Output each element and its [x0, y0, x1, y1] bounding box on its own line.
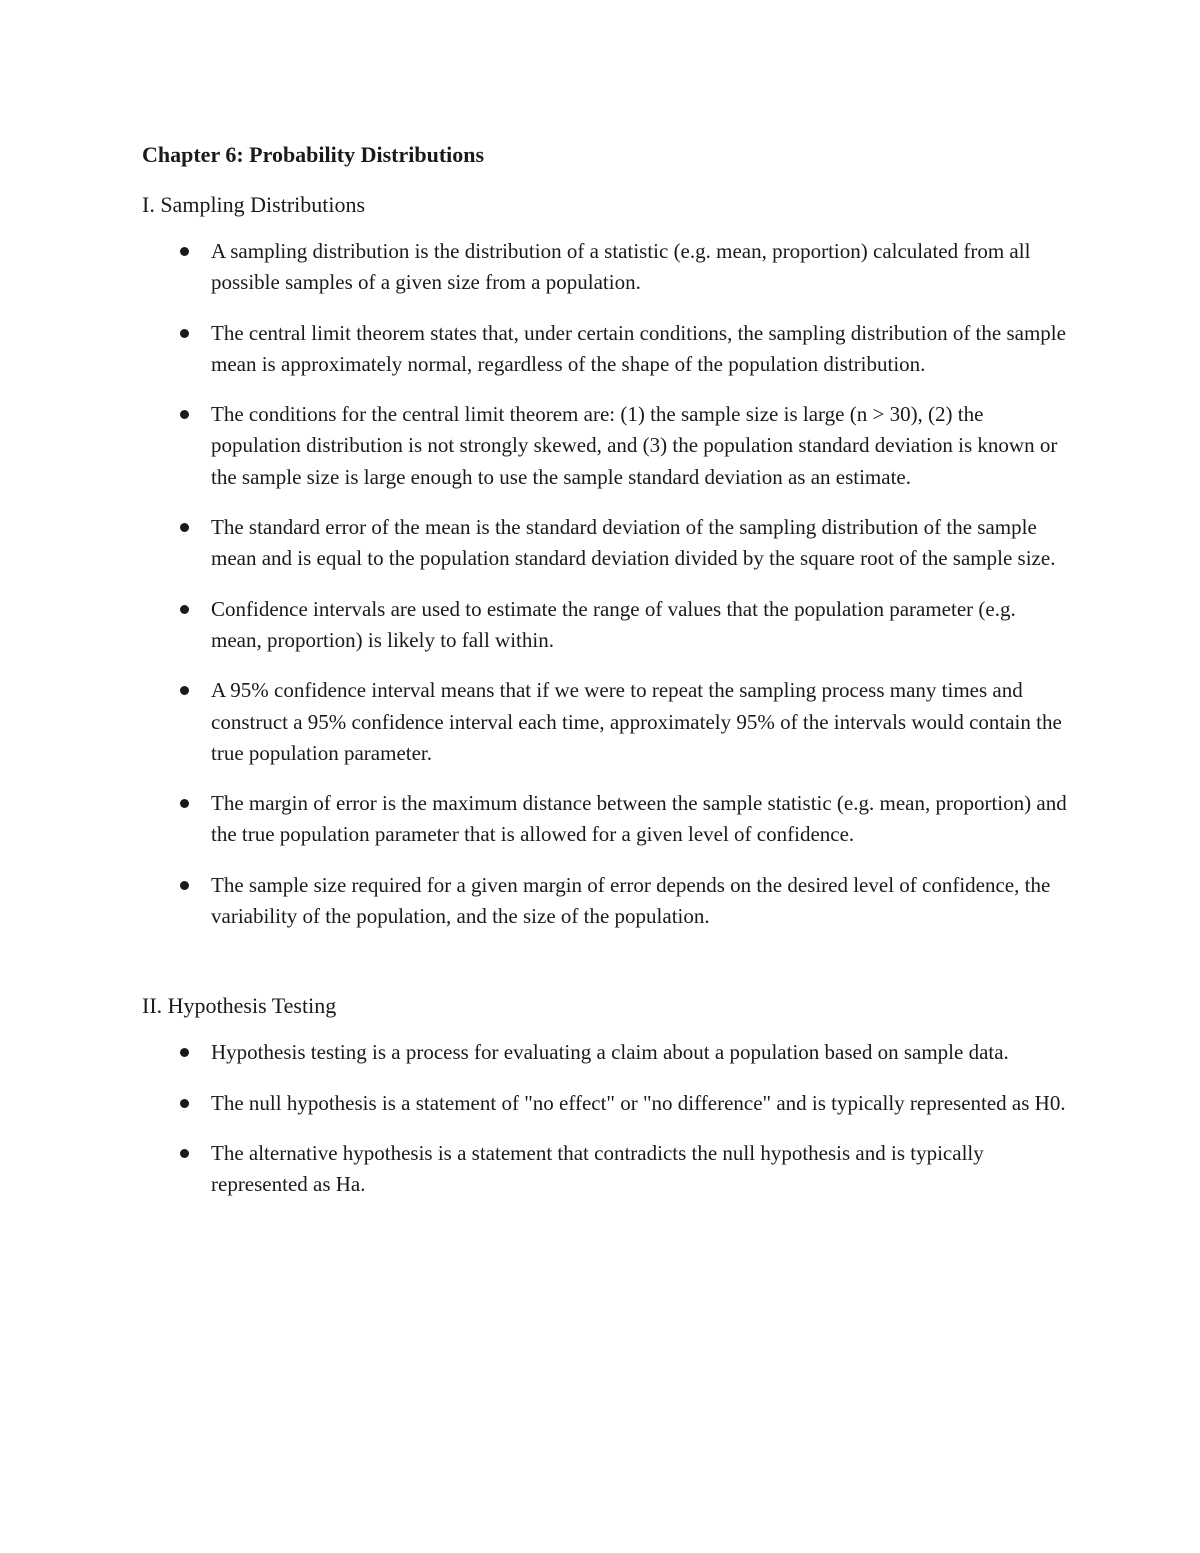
list-item: [142, 399, 1067, 493]
list-item-text: The alternative hypothesis is a statement that contradicts the null hypothesis and is typically represented as Ha.: [211, 1140, 984, 1197]
bullet-icon: [180, 799, 189, 808]
list-item-text: The margin of error is the maximum distance between the sample statistic (e.g. mean, proportion) and the true population parameter that is allowed for a given level of confidence.: [211, 791, 1067, 847]
list-item: [142, 1037, 1067, 1068]
list-item: [142, 675, 1067, 769]
bullet-icon: [180, 1048, 189, 1057]
section-spacer: [142, 951, 1067, 989]
list-item-text: A 95% confidence interval means that if we were to repeat the sampling process many times and construct a 95% confidence interval each time, approximately 95% of the intervals would contain the true population parameter.: [211, 678, 1062, 765]
bullet-icon: [180, 1149, 189, 1158]
bullet-list: [142, 1037, 1067, 1200]
section-heading: I. Sampling Distributions: [142, 192, 366, 217]
list-item: [142, 1138, 1067, 1201]
list-item: [142, 512, 1067, 575]
bullet-icon: [180, 686, 189, 695]
bullet-list: [142, 236, 1067, 932]
section-heading: II. Hypothesis Testing: [142, 993, 337, 1019]
list-item: [142, 236, 1067, 299]
bullet-icon: [180, 523, 189, 532]
list-item: [142, 318, 1067, 381]
page-title: Chapter 6: Probability Distributions: [142, 142, 485, 167]
bullet-icon: [180, 410, 189, 419]
list-item: [142, 594, 1067, 657]
list-item-text: A sampling distribution is the distribution of a statistic (e.g. mean, proportion) calculated from all possible samples of a given size from a population.: [211, 239, 1031, 295]
bullet-icon: [180, 605, 189, 614]
document-page: [142, 138, 1067, 1220]
bullet-icon: [180, 1099, 189, 1108]
list-item-text: The central limit theorem states that, under certain conditions, the sampling distribution of the sample mean is approximately normal, regardless of the shape of the population distribution.: [211, 320, 1066, 376]
list-item-text: The null hypothesis is a statement of "no effect" or "no difference" and is typically represented as H0.: [211, 1090, 1066, 1115]
list-item-text: The sample size required for a given margin of error depends on the desired level of confidence, the variability of the population, and the size of the population.: [211, 872, 1051, 929]
bullet-icon: [180, 329, 189, 338]
list-item-text: Confidence intervals are used to estimate the range of values that the population parameter (e.g. mean, proportion) is likely to fall within.: [211, 596, 1016, 652]
list-item-text: The conditions for the central limit theorem are: (1) the sample size is large (n > 30), (2) the population distribution is not strongly skewed, and (3) the population standard deviation is known or the sample size is large enough to use the sample standard deviation as an estimate.: [211, 402, 1058, 489]
list-item-text: The standard error of the mean is the standard deviation of the sampling distribution of the sample mean and is equal to the population standard deviation divided by the square root of the sample size.: [211, 515, 1056, 571]
bullet-icon: [180, 247, 189, 256]
section-hypothesis-testing: [142, 989, 1067, 1200]
list-item: [142, 1088, 1067, 1119]
list-item-text: Hypothesis testing is a process for evaluating a claim about a population based on sample data.: [211, 1040, 1009, 1065]
bullet-icon: [180, 881, 189, 890]
list-item: [142, 870, 1067, 933]
list-item: [142, 788, 1067, 851]
section-sampling-distributions: [142, 188, 1067, 932]
